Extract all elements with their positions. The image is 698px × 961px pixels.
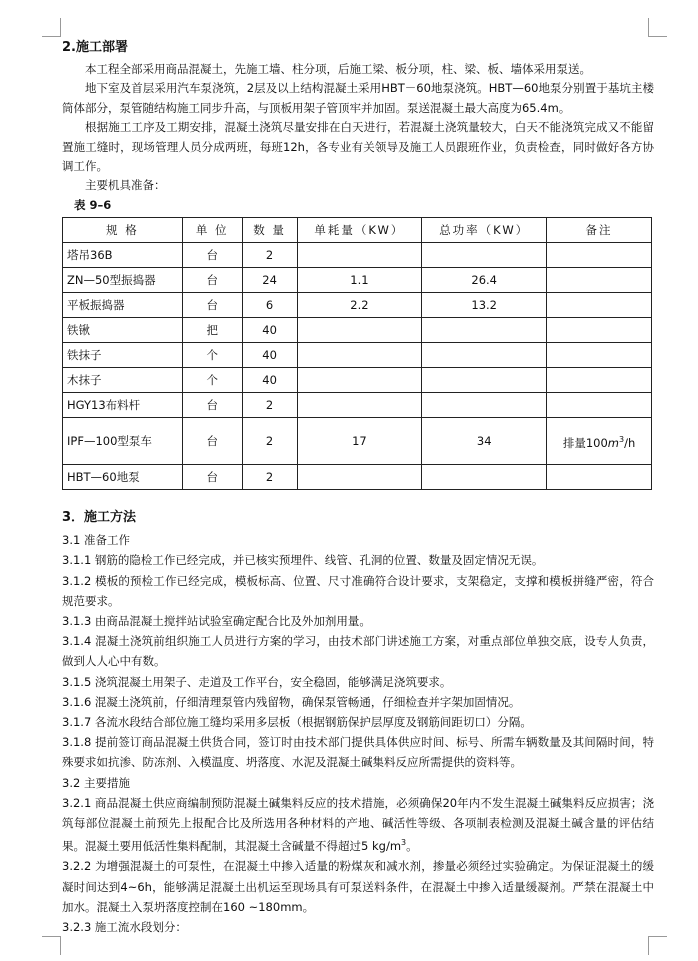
paragraph-2: 地下室及首层采用汽车泵浇筑，2层及以上结构混凝土采用HBT－60地泵浇筑。HBT—60地泵分别置于基坑主楼筒体部分，泵管随结构施工同步升高，与顶板用架子管顶牢并加固。泵送混凝土最大高度为65.4m。 (62, 81, 654, 115)
equipment-table (62, 217, 652, 490)
unit-exponent: 3 (401, 838, 407, 848)
header-cell: 单耗量（KW） (297, 218, 422, 243)
subsection-3-2: 3.2 主要措施 (62, 775, 130, 790)
table-row (63, 418, 652, 465)
cell-unit: 个 (182, 343, 242, 368)
cell-power: 1.1 (297, 268, 422, 293)
cell-power (297, 368, 422, 393)
cell-spec: 铁锹 (63, 318, 183, 343)
cell-unit: 台 (182, 268, 242, 293)
unit-kg-m: kg/m (371, 839, 402, 854)
cell-spec: ZN—50型振捣器 (63, 268, 183, 293)
header-cell: 数 量 (242, 218, 297, 243)
header-cell: 规 格 (63, 218, 183, 243)
header-cell: 总功率（KW） (422, 218, 547, 243)
cell-spec: 平板振捣器 (63, 293, 183, 318)
paragraph-4: 主要机具准备： (85, 178, 166, 193)
item-3-2-3: 3.2.3 施工流水段划分： (62, 919, 187, 934)
item-3-1-8: 3.1.8 提前签订商品混凝土供货合同，签订时由技术部门提供具体供应时间、标号、所需车辆数量及其间隔时间，特殊要求如抗渗、防冻剂、入模温度、坍落度、水泥及混凝土碱集料反应所需提供的资料等。 (62, 735, 654, 770)
cell-note (547, 243, 652, 268)
cell-total: 34 (422, 418, 547, 465)
page-corner-top-left (42, 18, 61, 37)
item-3-1-3: 3.1.3 由商品混凝土搅拌站试验室确定配合比及外加剂用量。 (62, 614, 371, 629)
cell-unit: 台 (182, 243, 242, 268)
unit-exponent: 3 (618, 434, 625, 444)
cell-qty: 40 (242, 368, 297, 393)
cell-note (547, 318, 652, 343)
cell-power: 17 (297, 418, 422, 465)
cell-qty: 2 (242, 243, 297, 268)
cell-power (297, 318, 422, 343)
cell-qty: 6 (242, 293, 297, 318)
cell-spec: 铁抹子 (63, 343, 183, 368)
cell-spec: IPF—100型泵车 (63, 418, 183, 465)
cell-power (297, 465, 422, 490)
table-row (63, 268, 652, 293)
item-3-1-7: 3.1.7 各流水段结合部位施工缝均采用多层板（根据钢筋保护层厚度及钢筋间距切口）分隔。 (62, 715, 532, 730)
item-3-1-5: 3.1.5 浇筑混凝土用架子、走道及工作平台，安全稳固，能够满足浇筑要求。 (62, 674, 452, 689)
page-corner-bottom-right (648, 936, 667, 955)
cell-power: 2.2 (297, 293, 422, 318)
item-3-2-2: 3.2.2 为增强混凝土的可泵性，在混凝土中掺入适量的粉煤灰和减水剂，掺量必须经过实验确定。为保证混凝土的缓凝时间达到4~6h，能够满足混凝土出机运至现场具有可泵送料条件，在混凝土中掺入适量缓凝剂。严禁在混凝土中加水。混凝土入泵坍落度控制在160 ~180mm。 (62, 859, 654, 914)
cell-unit: 台 (182, 293, 242, 318)
item-3-2-1 (62, 793, 654, 856)
cell-unit: 台 (182, 418, 242, 465)
cell-qty: 40 (242, 318, 297, 343)
cell-note (547, 268, 652, 293)
note-text: 排量100 (562, 435, 608, 450)
cell-note (547, 393, 652, 418)
section-2-heading: 2.施工部署 (62, 40, 128, 55)
document-body (62, 36, 654, 937)
cell-total (422, 243, 547, 268)
cell-qty: 24 (242, 268, 297, 293)
cell-total (422, 318, 547, 343)
item-3-1-2: 3.1.2 模板的预检工作已经完成，模板标高、位置、尺寸准确符合设计要求，支架稳定，支撑和模板拼缝严密，符合规范要求。 (62, 573, 654, 608)
table-row (63, 318, 652, 343)
cell-qty: 2 (242, 465, 297, 490)
table-row (63, 243, 652, 268)
table-row (63, 393, 652, 418)
cell-total: 26.4 (422, 268, 547, 293)
paragraph-3: 根据施工工序及工期安排，混凝土浇筑尽量安排在白天进行，若混凝土浇筑量较大，白天不能浇筑完成又不能留置施工缝时，现场管理人员分成两班，每班12h，各专业有关领导及施工人员跟班作业，负责检查，同时做好各方协调工作。 (62, 120, 654, 174)
cell-unit: 把 (182, 318, 242, 343)
item-3-1-6: 3.1.6 混凝土浇筑前，仔细清理泵管内残留物，确保泵管畅通，仔细检查并字架加固情况。 (62, 694, 521, 709)
cell-spec: 木抹子 (63, 368, 183, 393)
cell-note (547, 418, 652, 465)
cell-qty: 2 (242, 393, 297, 418)
unit-m: m (607, 435, 619, 450)
cell-note (547, 368, 652, 393)
header-cell: 单 位 (182, 218, 242, 243)
header-cell: 备注 (547, 218, 652, 243)
cell-total (422, 393, 547, 418)
table-row (63, 465, 652, 490)
section-3-heading: 3．施工方法 (62, 510, 137, 526)
cell-spec: HGY13布料杆 (63, 393, 183, 418)
page-corner-bottom-left (42, 936, 61, 955)
item-3-1-4: 3.1.4 混凝土浇筑前组织施工人员进行方案的学习，由技术部门讲述施工方案，对重点部位单独交底，设专人负责，做到人人心中有数。 (62, 634, 654, 669)
cell-spec: HBT—60地泵 (63, 465, 183, 490)
cell-power (297, 393, 422, 418)
table-label: 表 9–6 (74, 197, 112, 212)
cell-unit: 台 (182, 393, 242, 418)
cell-spec: 塔吊36B (63, 243, 183, 268)
cell-total (422, 368, 547, 393)
cell-total (422, 343, 547, 368)
table-header-row (63, 218, 652, 243)
table-row (63, 293, 652, 318)
section-gap (62, 490, 654, 506)
page-corner-top-right (648, 18, 667, 37)
unit-tail: /h (624, 435, 636, 450)
item-3-2-1-end: 。 (406, 839, 418, 854)
cell-power (297, 343, 422, 368)
table-row (63, 368, 652, 393)
cell-qty: 2 (242, 418, 297, 465)
item-3-2-1-text: 3.2.1 商品混凝土供应商编制预防混凝土碱集料反应的技术措施，必须确保20年内不发生混凝土碱集料反应损害；浇筑每部位混凝土前预先上报配合比及所选用各种材料的产地、碱活性等级、各项制表检测及混凝土碱含量的评估结果。混凝土要用低活性集料配制，其混凝土含碱量不得超过5 (62, 795, 654, 854)
cell-note (547, 343, 652, 368)
paragraph-1: 本工程全部采用商品混凝土，先施工墙、柱分项，后施工梁、板分项，柱、梁、板、墙体采用泵送。 (85, 62, 591, 76)
subsection-3-1: 3.1 准备工作 (62, 533, 130, 548)
item-3-1-1: 3.1.1 钢筋的隐检工作已经完成，并已核实预埋件、线管、孔洞的位置、数量及固定情况无误。 (62, 553, 544, 568)
cell-total (422, 465, 547, 490)
cell-unit: 台 (182, 465, 242, 490)
table-row (63, 343, 652, 368)
cell-note (547, 465, 652, 490)
cell-power (297, 243, 422, 268)
cell-unit: 个 (182, 368, 242, 393)
cell-qty: 40 (242, 343, 297, 368)
cell-total: 13.2 (422, 293, 547, 318)
cell-note (547, 293, 652, 318)
